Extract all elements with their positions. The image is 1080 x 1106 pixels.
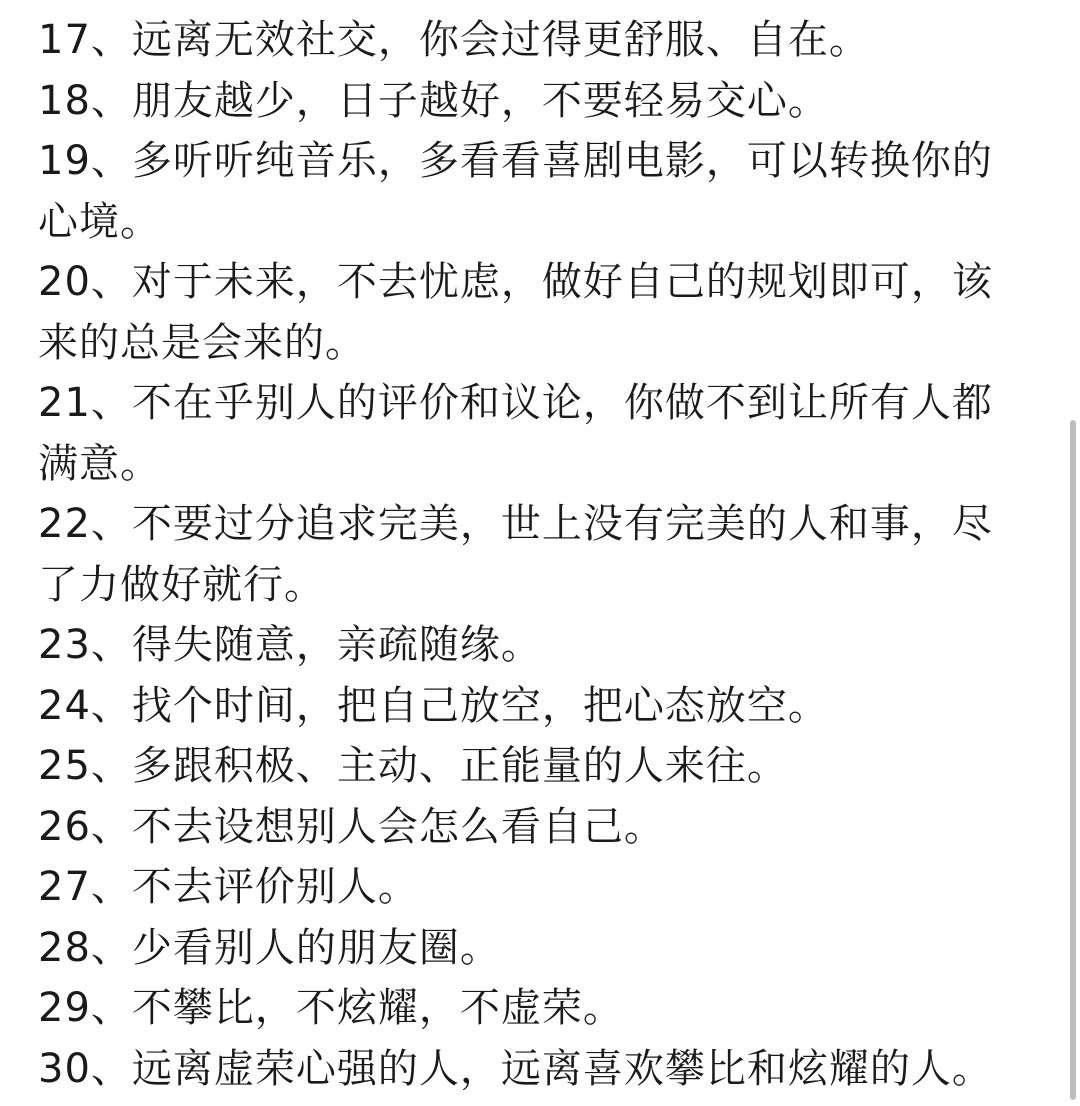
list-item: [38, 494, 1028, 615]
list-item: [38, 857, 1028, 918]
item-line: 满意。: [38, 440, 161, 487]
list-item: [38, 918, 1028, 979]
item-line: 26、不去设想别人会怎么看自己。: [38, 803, 665, 850]
item-line: 20、对于未来，不去忧虑，做好自己的规划即可，该: [38, 259, 993, 305]
list-item: [38, 373, 1028, 494]
item-line: 24、找个时间，把自己放空，把心态放空。: [38, 682, 829, 729]
item-line: 22、不要过分追求完美，世上没有完美的人和事，尽: [38, 501, 993, 547]
list-item: [38, 10, 1028, 71]
list-item: [38, 71, 1028, 132]
list-item: [38, 978, 1028, 1039]
item-line: 28、少看别人的朋友圈。: [38, 924, 501, 971]
scrollbar[interactable]: [1070, 420, 1076, 1100]
item-line: 23、得失随意，亲疏随缘。: [38, 622, 542, 668]
list-item: [38, 615, 1028, 676]
list-item: [38, 252, 1028, 373]
item-line: 17、远离无效社交，你会过得更舒服、自在。: [38, 17, 870, 63]
list-item: [38, 736, 1028, 797]
list-item: [38, 1039, 1028, 1100]
item-line: 19、多听听纯音乐，多看看喜剧电影，可以转换你的: [38, 138, 993, 184]
item-line: 29、不攀比，不炫耀，不虚荣。: [38, 985, 624, 1031]
tips-list: [38, 10, 1028, 1099]
item-line: 30、远离虚荣心强的人，远离喜欢攀比和炫耀的人。: [38, 1045, 993, 1092]
list-item: [38, 676, 1028, 737]
item-line: 18、朋友越少，日子越好，不要轻易交心。: [38, 77, 829, 124]
item-line: 27、不去评价别人。: [38, 864, 419, 910]
list-item: [38, 131, 1028, 252]
list-item: [38, 797, 1028, 858]
item-line: 了力做好就行。: [38, 561, 325, 608]
item-line: 25、多跟积极、主动、正能量的人来往。: [38, 743, 788, 789]
item-line: 心境。: [38, 198, 161, 245]
item-line: 21、不在乎别人的评价和议论，你做不到让所有人都: [38, 380, 993, 426]
item-line: 来的总是会来的。: [38, 319, 366, 366]
